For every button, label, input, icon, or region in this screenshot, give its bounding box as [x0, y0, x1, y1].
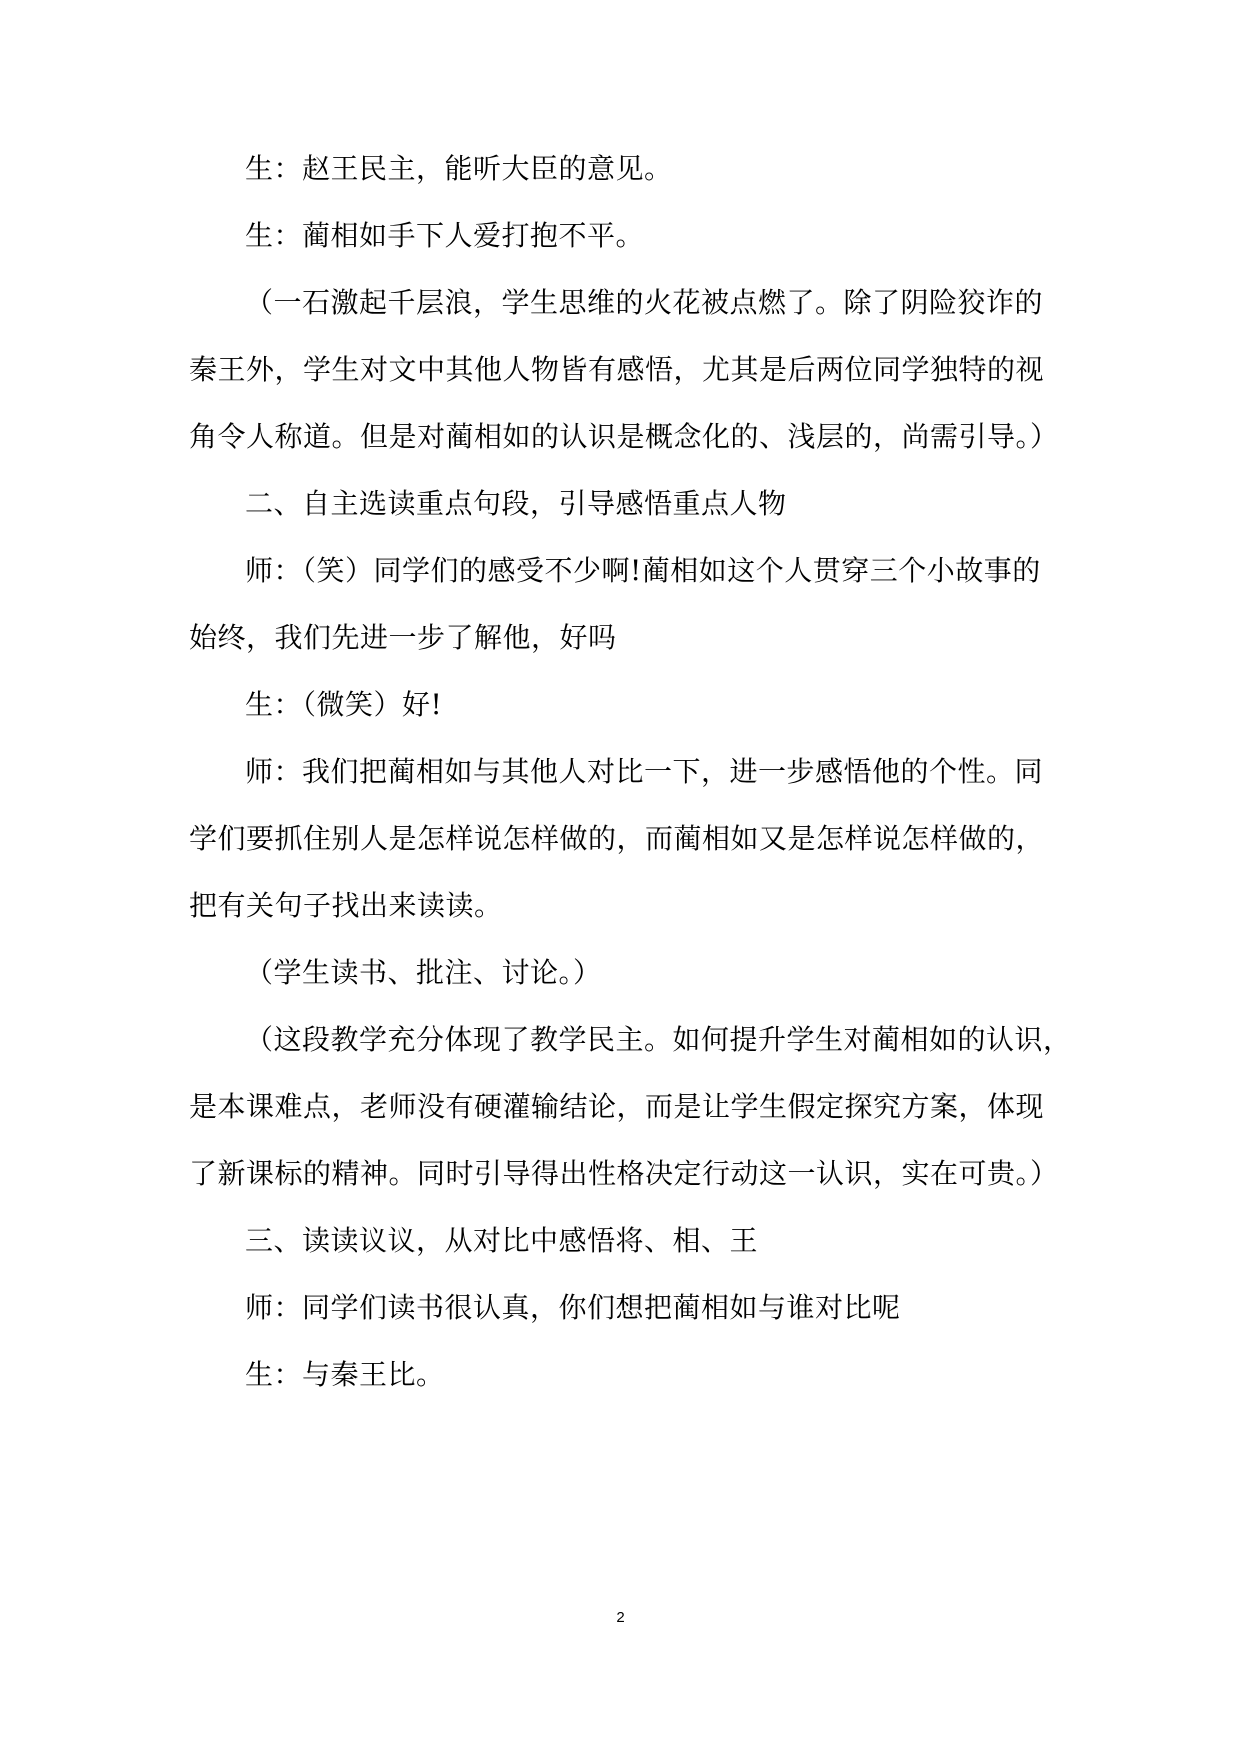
text-line: 师：我们把蔺相如与其他人对比一下，进一步感悟他的个性。同 [245, 755, 1044, 788]
text-line: （学生读书、批注、讨论。） [245, 956, 602, 989]
text-line: 秦王外，学生对文中其他人物皆有感悟，尤其是后两位同学独特的视 [189, 353, 1045, 386]
document-body [189, 135, 1072, 1408]
text-line: 了新课标的精神。同时引导得出性格决定行动这一认识，实在可贵。） [189, 1157, 1059, 1190]
section-heading: 二、自主选读重点句段，引导感悟重点人物 [245, 487, 787, 520]
text-line: 生：与秦王比。 [245, 1358, 445, 1391]
page-number: 2 [616, 1609, 625, 1626]
text-line: 角令人称道。但是对蔺相如的认识是概念化的、浅层的，尚需引导。） [189, 420, 1059, 453]
text-line: 生：（微笑）好! [245, 688, 443, 721]
text-line: 始终，我们先进一步了解他，好吗 [189, 621, 617, 654]
text-line: 学们要抓住别人是怎样说怎样做的，而蔺相如又是怎样说怎样做的， [189, 822, 1045, 855]
text-line: 师：（笑）同学们的感受不少啊!蔺相如这个人贯穿三个小故事的 [245, 554, 1041, 587]
text-line: 把有关句子找出来读读。 [189, 889, 503, 922]
section-heading: 三、读读议议，从对比中感悟将、相、王 [245, 1224, 759, 1257]
text-line: 是本课难点，老师没有硬灌输结论，而是让学生假定探究方案，体现 [189, 1090, 1045, 1123]
text-line: 生：赵王民主，能听大臣的意见。 [245, 152, 673, 185]
text-line: （这段教学充分体现了教学民主。如何提升学生对蔺相如的认识， [245, 1023, 1072, 1056]
text-line: 师：同学们读书很认真，你们想把蔺相如与谁对比呢 [245, 1291, 901, 1324]
text-line: 生：蔺相如手下人爱打抱不平。 [245, 219, 645, 252]
text-line: （一石激起千层浪，学生思维的火花被点燃了。除了阴险狡诈的 [245, 286, 1044, 319]
